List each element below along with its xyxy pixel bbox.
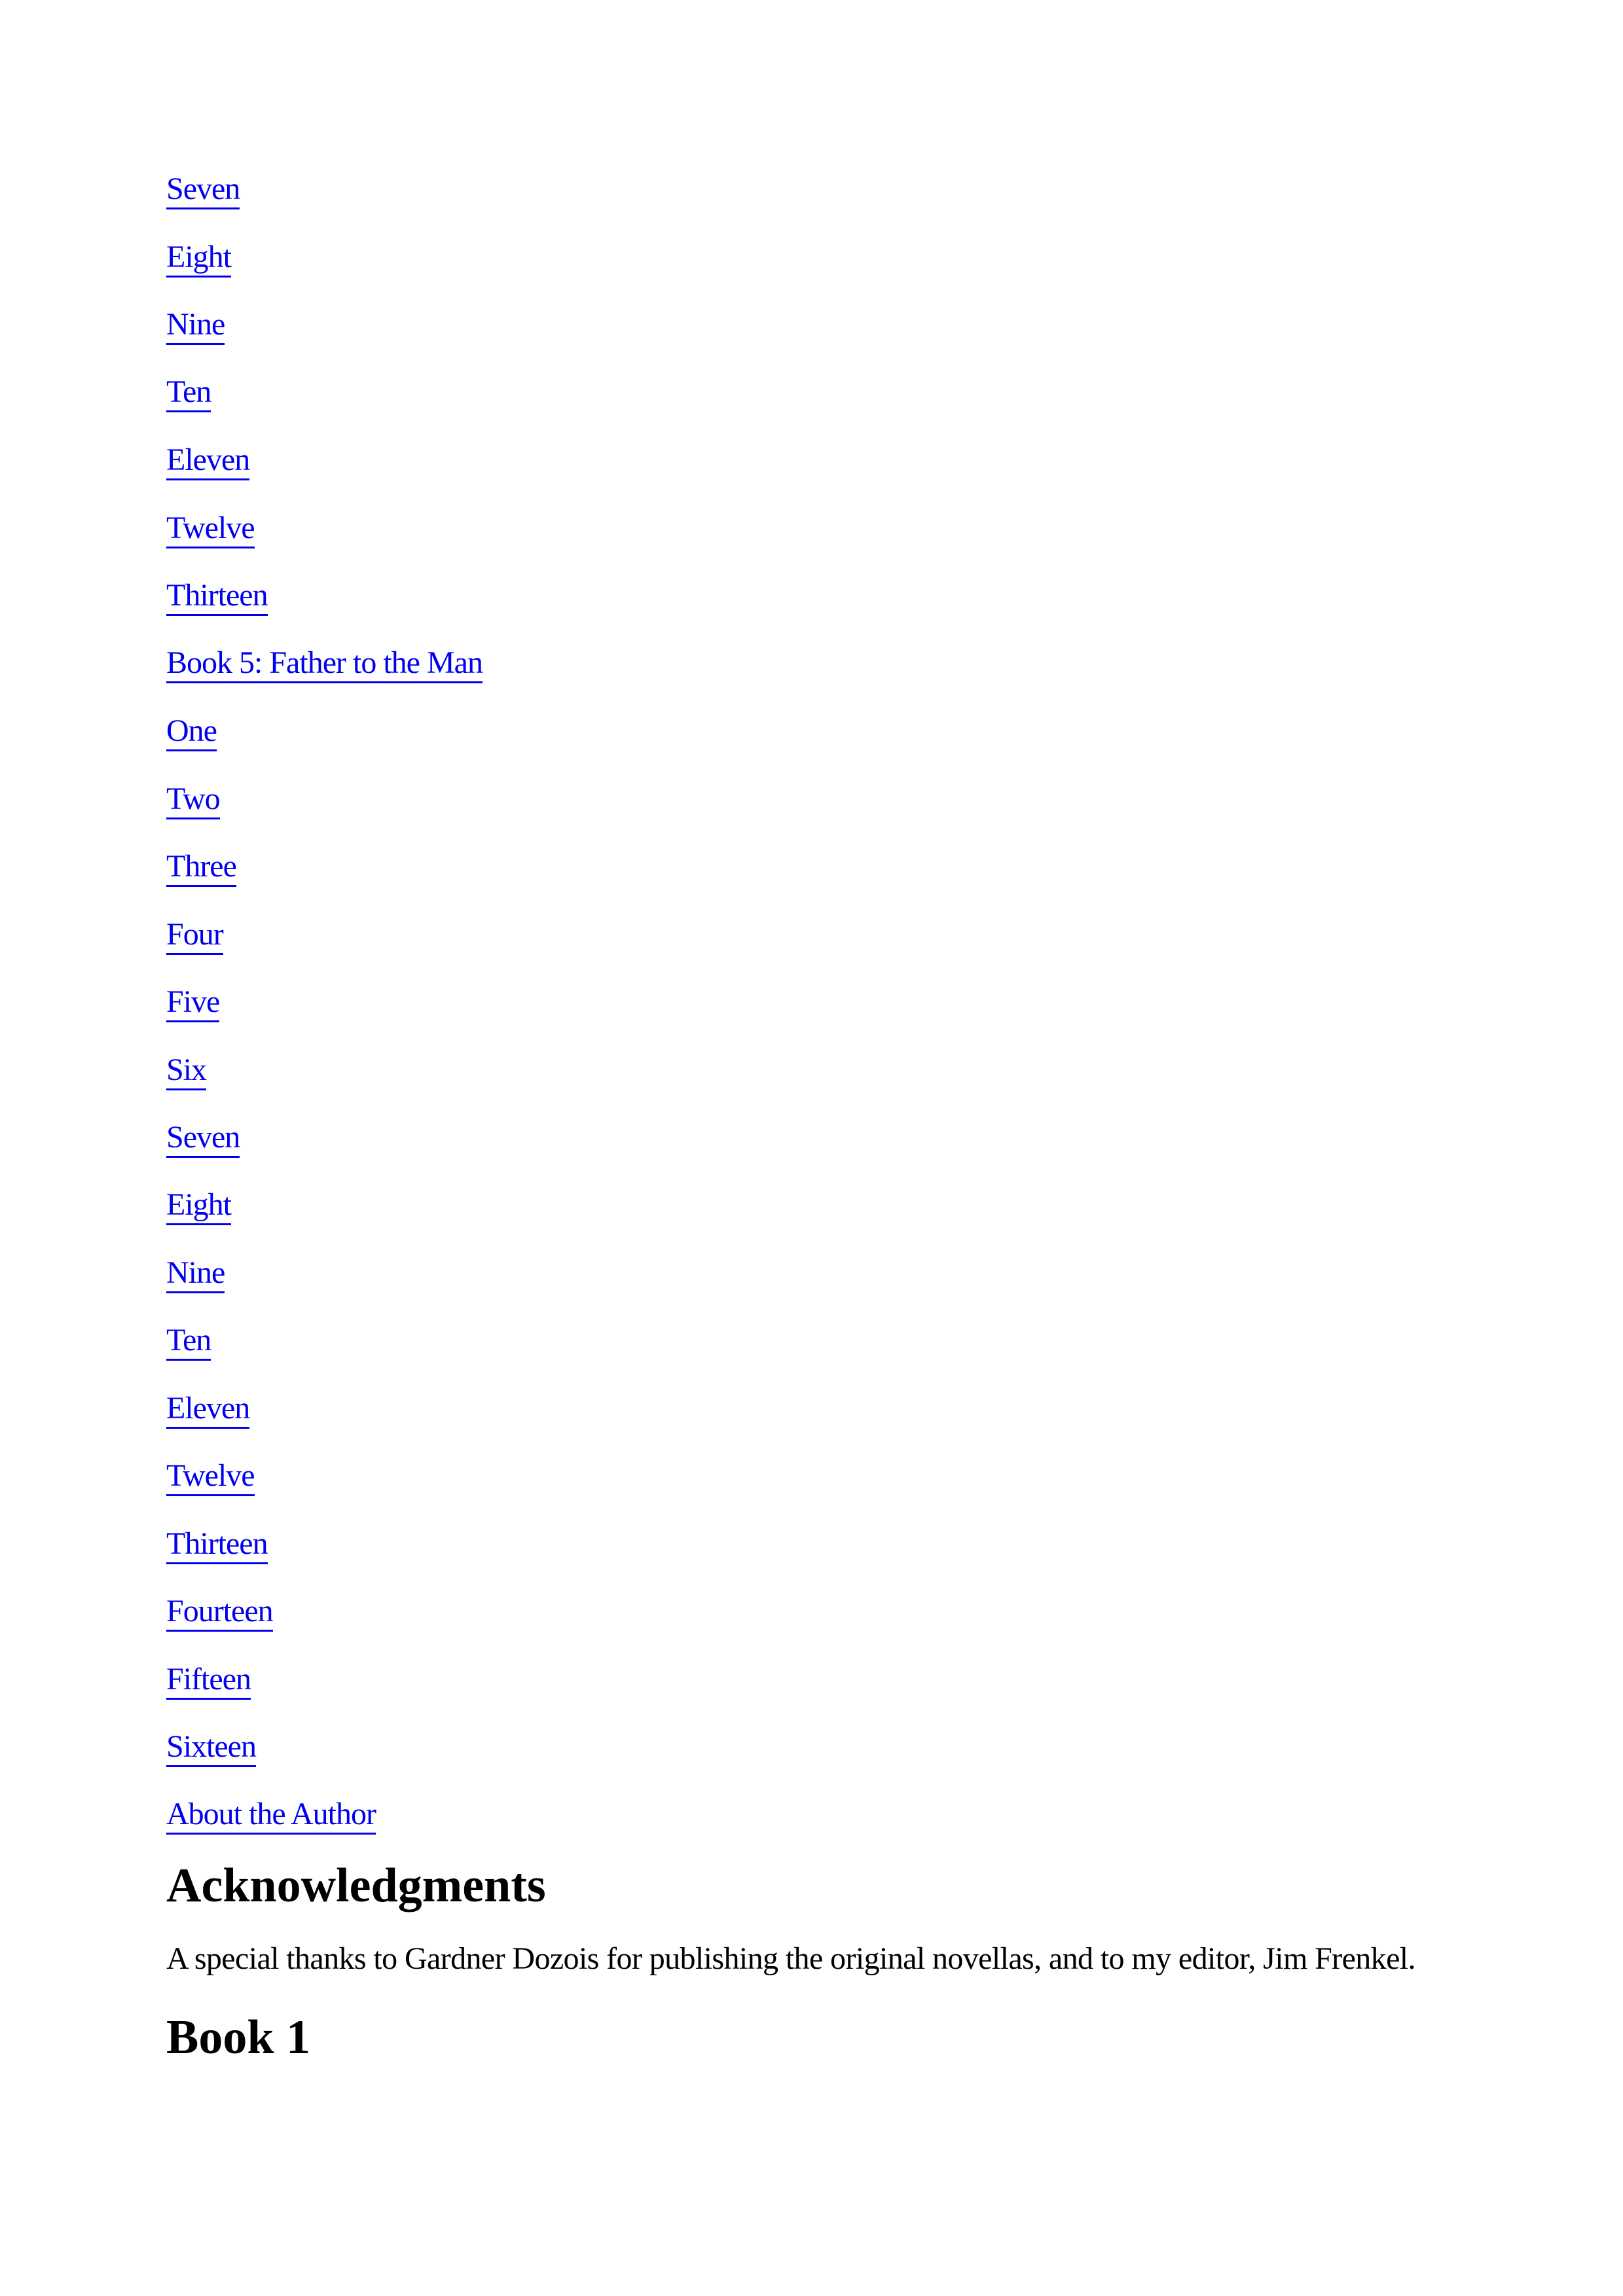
toc-link-thirteen[interactable]: Thirteen [166, 1526, 268, 1564]
toc-item[interactable] [166, 1047, 206, 1093]
toc-link-eight[interactable]: Eight [166, 240, 231, 278]
toc-link-two[interactable]: Two [166, 781, 220, 819]
toc-link-ten[interactable]: Ten [166, 1323, 211, 1361]
toc-item[interactable] [166, 1521, 268, 1567]
toc-link-three[interactable]: Three [166, 849, 236, 887]
toc-link-nine[interactable]: Nine [166, 307, 225, 345]
toc-link-book-5[interactable]: Book 5: Father to the Man [166, 645, 483, 683]
toc-link-one[interactable]: One [166, 713, 217, 751]
toc-item[interactable] [166, 1453, 255, 1499]
toc-link-five[interactable]: Five [166, 984, 219, 1022]
toc-link-eleven[interactable]: Eleven [166, 442, 249, 480]
toc-link-seven[interactable]: Seven [166, 1120, 240, 1158]
toc-link-nine[interactable]: Nine [166, 1255, 225, 1293]
toc-item[interactable] [166, 166, 240, 212]
toc-item[interactable] [166, 505, 255, 551]
toc-link-twelve[interactable]: Twelve [166, 511, 255, 548]
toc-link-eleven[interactable]: Eleven [166, 1391, 249, 1429]
toc-item[interactable] [166, 708, 217, 754]
toc-item[interactable] [166, 437, 249, 483]
toc-item[interactable] [166, 369, 211, 415]
toc-item[interactable] [166, 1318, 211, 1363]
toc-link-ten[interactable]: Ten [166, 374, 211, 412]
toc-item[interactable] [166, 912, 223, 958]
toc-link-four[interactable]: Four [166, 917, 223, 955]
toc-item[interactable] [166, 1182, 231, 1228]
toc-item[interactable] [166, 302, 225, 348]
toc-link-fourteen[interactable]: Fourteen [166, 1594, 273, 1632]
toc-item[interactable] [166, 844, 236, 889]
acknowledgments-heading: Acknowledgments [166, 1859, 546, 1912]
toc-item[interactable] [166, 1250, 225, 1296]
book-1-heading: Book 1 [166, 2011, 311, 2064]
toc-item[interactable] [166, 1791, 376, 1837]
toc-item[interactable] [166, 1724, 256, 1770]
toc-item[interactable] [166, 979, 219, 1025]
toc-item[interactable] [166, 573, 268, 619]
toc-link-six[interactable]: Six [166, 1052, 206, 1090]
toc-item[interactable] [166, 640, 483, 686]
toc-link-fifteen[interactable]: Fifteen [166, 1662, 251, 1700]
toc-link-seven[interactable]: Seven [166, 171, 240, 209]
toc-link-sixteen[interactable]: Sixteen [166, 1729, 256, 1767]
acknowledgments-text: A special thanks to Gardner Dozois for publishing the original novellas, and to my editor, Jim Frenkel. [166, 1941, 1415, 1976]
toc-item[interactable] [166, 1588, 273, 1634]
toc-item[interactable] [166, 776, 220, 822]
toc-link-about-the-author[interactable]: About the Author [166, 1797, 376, 1835]
toc-link-twelve[interactable]: Twelve [166, 1458, 255, 1496]
toc-link-eight[interactable]: Eight [166, 1187, 231, 1225]
toc-item[interactable] [166, 1657, 251, 1702]
toc-item[interactable] [166, 234, 231, 280]
toc-item[interactable] [166, 1115, 240, 1160]
toc-item[interactable] [166, 1386, 249, 1431]
toc-link-thirteen[interactable]: Thirteen [166, 578, 268, 616]
